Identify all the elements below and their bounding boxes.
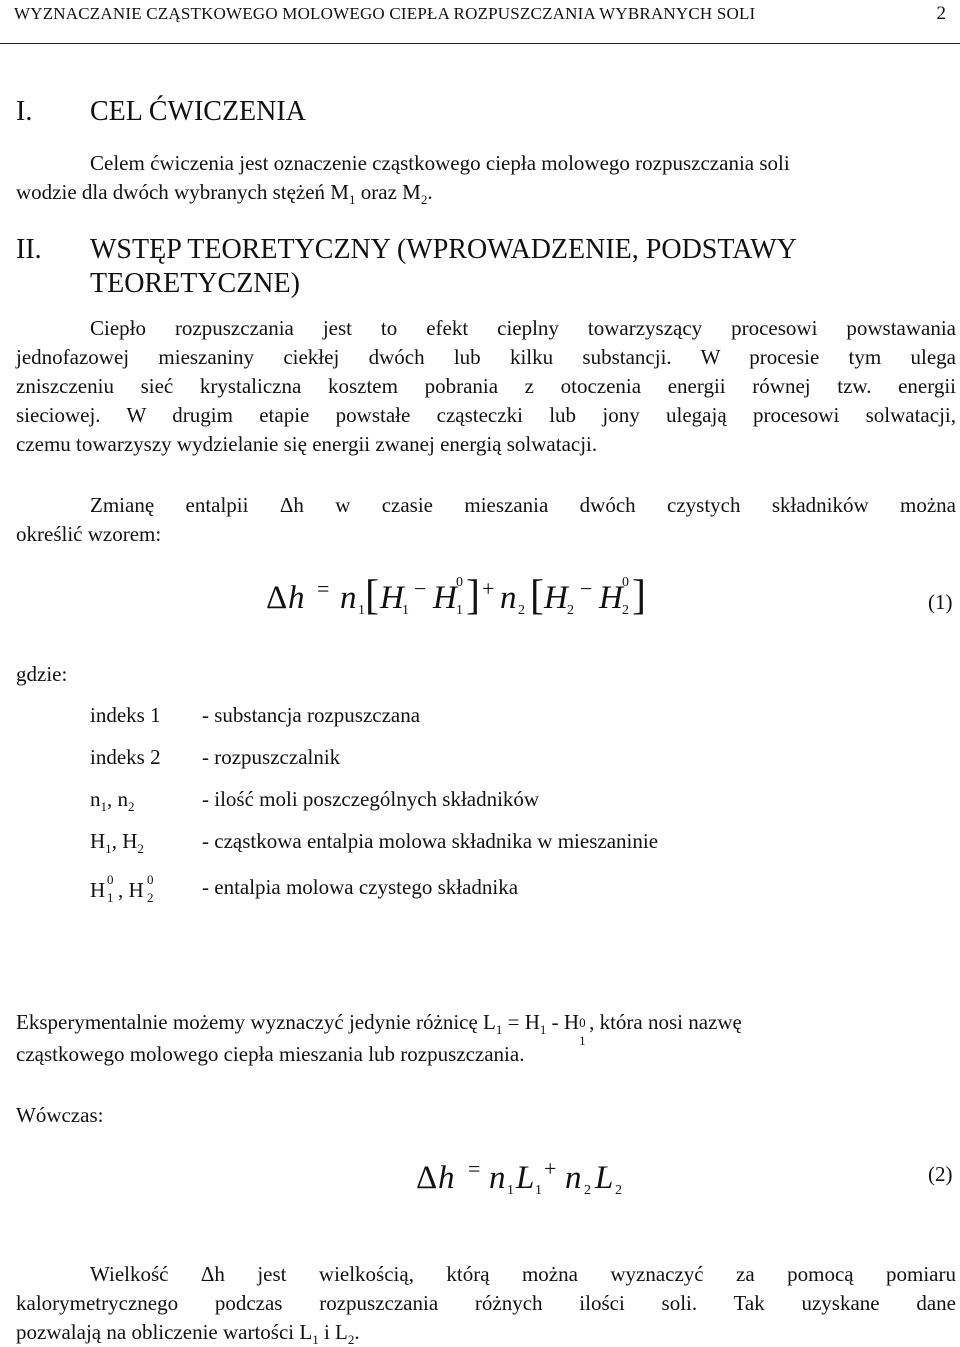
equation-2: Δ h = n 1 L 1 + n 2 L 2 xyxy=(416,1156,622,1198)
paragraph-line: sieciowej. W drugim etapie powstałe cząsteczki lub jony ulegają procesowi solwatacji, xyxy=(16,403,956,427)
closing-line2: kalorymetrycznego podczas rozpuszczania różnych ilości soli. Tak uzyskane dane xyxy=(16,1291,956,1315)
wowczas-label: Wówczas: xyxy=(16,1103,104,1127)
section-2-title-line1: WSTĘP TEORETYCZNY (WPROWADZENIE, PODSTAWY xyxy=(90,234,797,265)
legend-symbol: H 0 1 , H 0 2 xyxy=(90,872,154,905)
delta-symbol: Δ xyxy=(416,1160,438,1196)
paragraph-line: Ciepło rozpuszczania jest to efekt cieplny towarzyszący procesowi powstawania xyxy=(90,316,956,340)
legend-description: - ilość moli poszczególnych składników xyxy=(202,787,540,811)
section-1-number: I. xyxy=(16,96,33,127)
section-1-para-line1: Celem ćwiczenia jest oznaczenie cząstkowego ciepła molowego rozpuszczania soli xyxy=(90,151,790,175)
legend-symbol: $H_1$, $H_2$ xyxy=(90,829,144,857)
section-1-para-line2: wodzie dla dwóch wybranych stężeń $M_1$ oraz $M_2$. xyxy=(16,180,433,208)
legend-symbol: $n_1$, $n_2$ xyxy=(90,787,135,815)
legend-description: - substancja rozpuszczana xyxy=(202,703,421,727)
legend-symbol: indeks 1 xyxy=(90,703,161,727)
section-2-number: II. xyxy=(16,234,42,265)
experiment-line2: cząstkowego molowego ciepła mieszania lub rozpuszczania. xyxy=(16,1042,525,1066)
closing-line3: pozwalają na obliczenie wartości $L_1$ i $L_2$. xyxy=(16,1320,360,1347)
page-number: 2 xyxy=(936,3,946,24)
equation-1-number: (1) xyxy=(928,590,953,614)
paragraph-line: określić wzorem: xyxy=(16,522,162,546)
legend-description: - rozpuszczalnik xyxy=(202,745,341,769)
legend-symbol: indeks 2 xyxy=(90,745,161,769)
equation-1: Δ h = n 1 [ H 1 − H 0 1 ] + n 2 [ H 2 − H 0 2 ] xyxy=(266,573,646,619)
paragraph-line: czemu towarzyszy wydzielanie się energii zwanej energią solwatacji. xyxy=(16,432,598,456)
paragraph-line: zniszczeniu sieć krystaliczna kosztem pobrania z otoczenia energii równej tzw. energii xyxy=(16,374,956,398)
legend-intro: gdzie: xyxy=(16,662,68,686)
legend-description: - cząstkowa entalpia molowa składnika w mieszaninie xyxy=(202,829,659,853)
paragraph-line: jednofazowej mieszaniny ciekłej dwóch lub kilku substancji. W procesie tym ulega xyxy=(16,345,956,369)
paragraph-line: Zmianę entalpii Δh w czasie mieszania dwóch czystych składników można xyxy=(90,493,956,517)
equation-2-number: (2) xyxy=(928,1162,953,1186)
section-2-title-line2: TEORETYCZNE) xyxy=(90,268,300,299)
legend-description: - entalpia molowa czystego składnika xyxy=(202,875,519,899)
section-1-title: CEL ĆWICZENIA xyxy=(90,96,306,127)
running-header: WYZNACZANIE CZĄSTKOWEGO MOLOWEGO CIEPŁA ROZPUSZCZANIA WYBRANYCH SOLI xyxy=(14,4,756,23)
closing-line1: Wielkość Δh jest wielkością, którą można wyznaczyć za pomocą pomiaru xyxy=(90,1262,956,1286)
header-divider xyxy=(0,43,960,44)
delta-symbol: Δ xyxy=(266,580,288,616)
experiment-line1: Eksperymentalnie możemy wyznaczyć jedynie różnicę $L_1 = H_1 - H$ 0 1 , która nosi nazwę xyxy=(16,1010,742,1048)
